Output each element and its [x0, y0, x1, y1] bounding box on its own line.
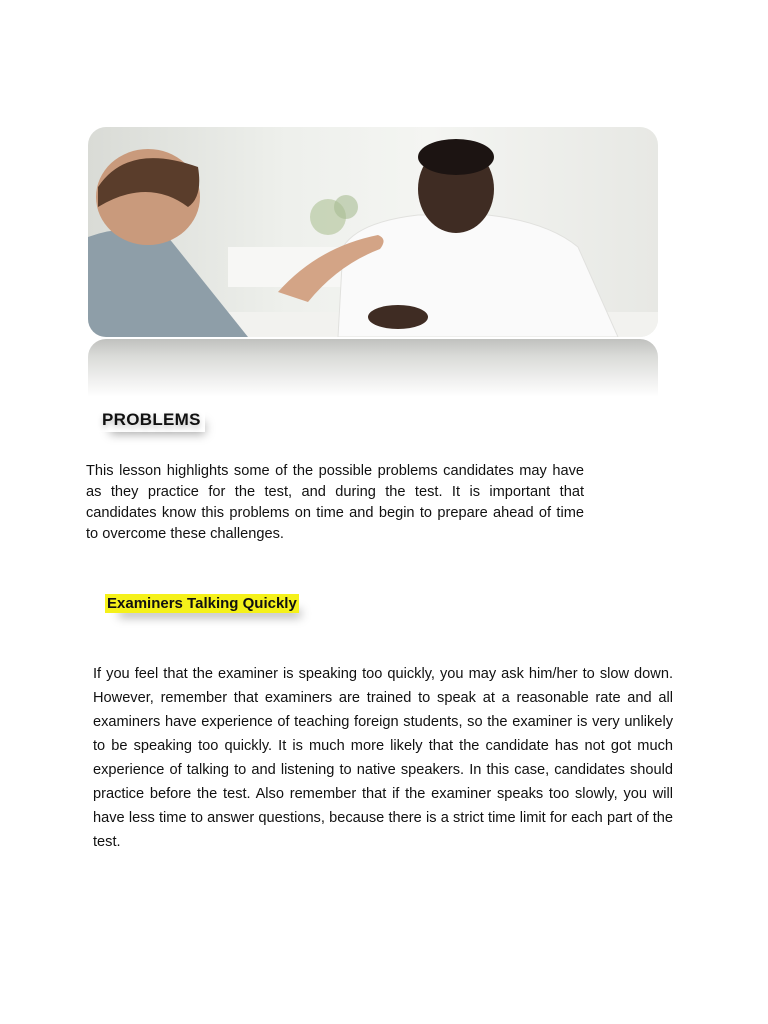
intro-paragraph: This lesson highlights some of the possible problems candidates may have as they practice for the test, and during the test. It is important that candidates know this problems on time and begin to prepare ahead of time to overcome these challenges.	[86, 463, 584, 542]
section-heading-examiners-talking-quickly: Examiners Talking Quickly	[107, 595, 297, 612]
interview-image	[88, 127, 658, 337]
left-man-shirt	[88, 230, 248, 338]
interview-illustration	[88, 127, 658, 337]
problems-heading: PROBLEMS	[98, 408, 205, 432]
interview-photo	[88, 127, 658, 397]
man-hair	[418, 139, 494, 175]
photo-reflection	[88, 339, 658, 397]
background-plant-leaf	[334, 195, 358, 219]
section-paragraph: If you feel that the examiner is speaking too quickly, you may ask him/her to slow down. However, remember that examiners are trained to speak at a reasonable rate and all examiners have experience of teaching foreign students, so the examiner is very unlikely to be speaking too quickly. It is much more likely that the candidate has not got much experience of talking to and listening to native speakers. In this case, candidates should practice before the test. Also remember that if the examiner speaks too slowly, you will have less time to answer questions, because there is a strict time limit for each part of the test.	[93, 666, 673, 850]
clasped-hands	[368, 305, 428, 329]
